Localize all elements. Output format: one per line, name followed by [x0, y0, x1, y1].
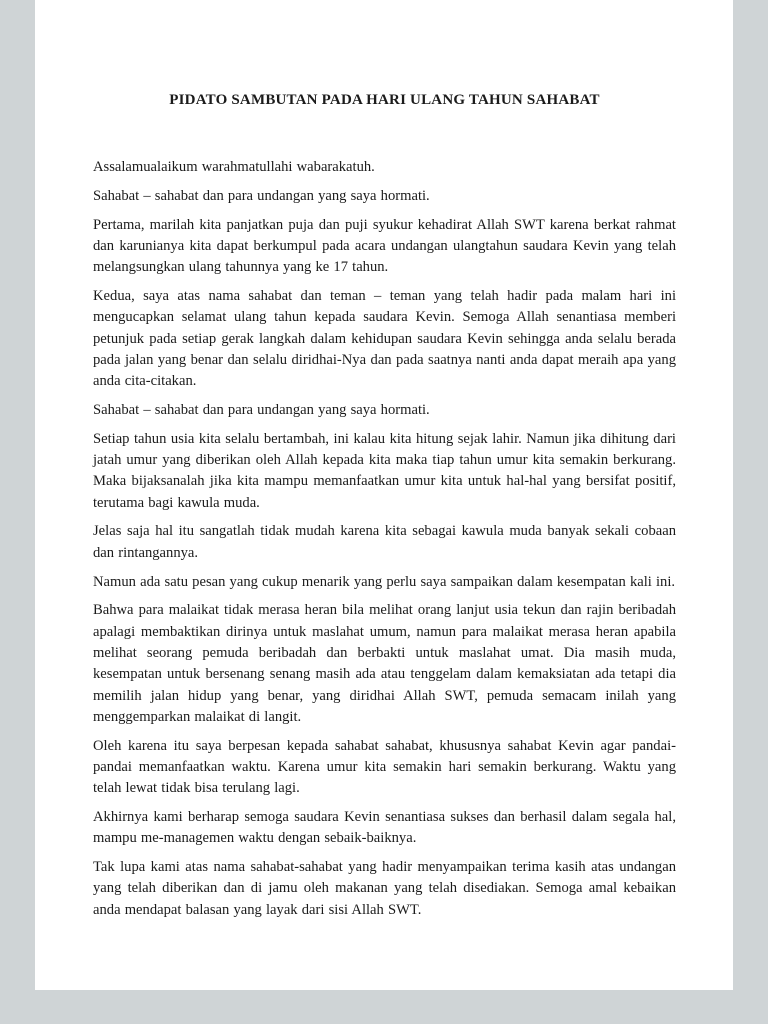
paragraph: Tak lupa kami atas nama sahabat-sahabat yang hadir menyampaikan terima kasih atas undangan yang telah diberikan dan di jamu oleh makanan yang telah disediakan. Semoga amal kebaikan anda mendapat balasan yang layak dari sisi Allah SWT.	[93, 859, 676, 918]
paragraph: Setiap tahun usia kita selalu bertambah, ini kalau kita hitung sejak lahir. Namun jika dihitung dari jatah umur yang diberikan oleh Allah kepada kita maka tiap tahun umur kita semakin berkurang. Maka bijaksanalah jika kita mampu memanfaatkan umur kita untuk hal-hal yang bersifat positif, terutama bagi kawula muda.	[93, 430, 676, 511]
paragraph: Sahabat – sahabat dan para undangan yang saya hormati.	[93, 187, 430, 204]
document-body	[93, 157, 676, 921]
document-page	[35, 0, 733, 990]
paragraph: Sahabat – sahabat dan para undangan yang saya hormati.	[93, 401, 430, 418]
paragraph: Kedua, saya atas nama sahabat dan teman – teman yang telah hadir pada malam hari ini mengucapkan selamat ulang tahun kepada saudara Kevin. Semoga Allah senantiasa memberi petunjuk pada setiap gerak langkah dalam kehidupan saudara Kevin sehingga anda selalu berada pada jalan yang benar dan selalu diridhai-Nya dan pada saatnya nanti anda dapat meraih apa yang anda cita-citakan.	[93, 287, 676, 390]
paragraph: Bahwa para malaikat tidak merasa heran bila melihat orang lanjut usia tekun dan rajin beribadah apalagi membaktikan dirinya untuk maslahat umum, namun para malaikat merasa heran apabila melihat seorang pemuda beribadah dan berbakti untuk maslahat umat. Dia masih muda, kesempatan untuk bersenang senang masih ada atau tenggelam dalam kemaksiatan ada tetapi dia memilih jalan hidup yang benar, yang diridhai Allah SWT, pemuda semacam inilah yang menggemparkan malaikat di langit.	[93, 602, 676, 725]
paragraph: Oleh karena itu saya berpesan kepada sahabat sahabat, khususnya sahabat Kevin agar pandai-pandai memanfaatkan waktu. Karena umur kita semakin hari semakin berkurang. Waktu yang telah lewat tidak bisa terulang lagi.	[93, 737, 676, 797]
paragraph: Pertama, marilah kita panjatkan puja dan puji syukur kehadirat Allah SWT karena berkat rahmat dan karunianya kita dapat berkumpul pada acara undangan ulangtahun saudara Kevin yang telah melangsungkan ulang tahunnya yang ke 17 tahun.	[93, 216, 676, 276]
document-title: PIDATO SAMBUTAN PADA HARI ULANG TAHUN SAHABAT	[169, 92, 600, 108]
paragraph: Namun ada satu pesan yang cukup menarik yang perlu saya sampaikan dalam kesempatan kali ini.	[93, 573, 676, 590]
paragraph: Jelas saja hal itu sangatlah tidak mudah karena kita sebagai kawula muda banyak sekali cobaan dan rintangannya.	[93, 523, 676, 561]
paragraph: Assalamualaikum warahmatullahi wabarakatuh.	[93, 159, 375, 175]
paragraph: Akhirnya kami berharap semoga saudara Kevin senantiasa sukses dan berhasil dalam segala hal, mampu me-managemen waktu dengan sebaik-baiknya.	[93, 809, 676, 847]
